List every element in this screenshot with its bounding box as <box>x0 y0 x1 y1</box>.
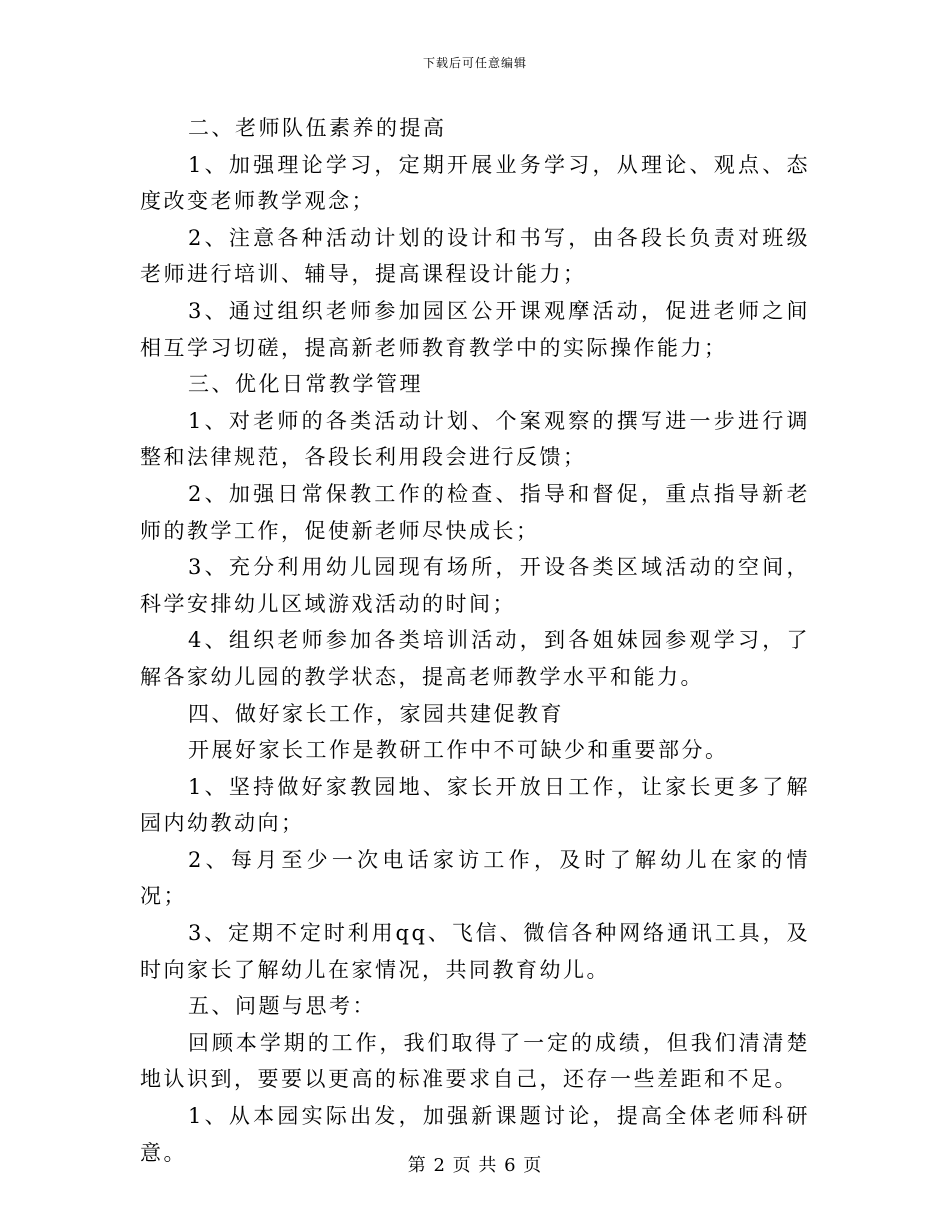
paragraph: 3、充分利用幼儿园现有场所，开设各类区域活动的空间，科学安排幼儿区域游戏活动的时间； <box>140 555 810 616</box>
paragraph: 3、通过组织老师参加园区公开课观摩活动，促进老师之间相互学习切磋，提高新老师教育教学中的实际操作能力； <box>140 298 810 360</box>
page-number: 第 2 页 共 6 页 <box>407 1155 543 1176</box>
paragraph: 1、坚持做好家教园地、家长开放日工作，让家长更多了解园内幼教动向； <box>140 774 810 836</box>
paragraph: 1、从本园实际出发，加强新课题讨论，提高全体老师科研意。 <box>140 1104 810 1165</box>
section-heading-4: 四、做好家长工作，家园共建促教育 <box>188 701 564 726</box>
section-heading-3: 三、优化日常教学管理 <box>188 372 423 397</box>
paragraph: 2、每月至少一次电话家访工作，及时了解幼儿在家的情况； <box>140 847 810 909</box>
paragraph: 4、组织老师参加各类培训活动，到各姐妹园参观学习，了解各家幼儿园的教学状态，提高老师教学水平和能力。 <box>140 628 810 689</box>
section-heading-2: 二、老师队伍素养的提高 <box>188 116 447 140</box>
header-note: 下载后可任意编辑 <box>422 56 527 70</box>
paragraph: 3、定期不定时利用qq、飞信、微信各种网络通讯工具，及时向家长了解幼儿在家情况，共同教育幼儿。 <box>140 921 810 982</box>
paragraph: 2、注意各种活动计划的设计和书写，由各段长负责对班级老师进行培训、辅导，提高课程设计能力； <box>140 225 810 287</box>
paragraph: 开展好家长工作是教研工作中不可缺少和重要部分。 <box>188 738 729 763</box>
paragraph: 1、加强理论学习，定期开展业务学习，从理论、观点、态度改变老师教学观念； <box>140 152 810 214</box>
section-heading-5: 五、问题与思考： <box>188 994 376 1019</box>
paragraph: 回顾本学期的工作，我们取得了一定的成绩，但我们清清楚地认识到，要要以更高的标准要求自己，还存一些差距和不足。 <box>140 1030 810 1092</box>
paragraph: 1、对老师的各类活动计划、个案观察的撰写进一步进行调整和法律规范，各段长利用段会进行反馈； <box>140 408 810 470</box>
paragraph: 2、加强日常保教工作的检查、指导和督促，重点指导新老师的教学工作，促使新老师尽快成长； <box>140 481 810 543</box>
document-body <box>140 110 810 1171</box>
